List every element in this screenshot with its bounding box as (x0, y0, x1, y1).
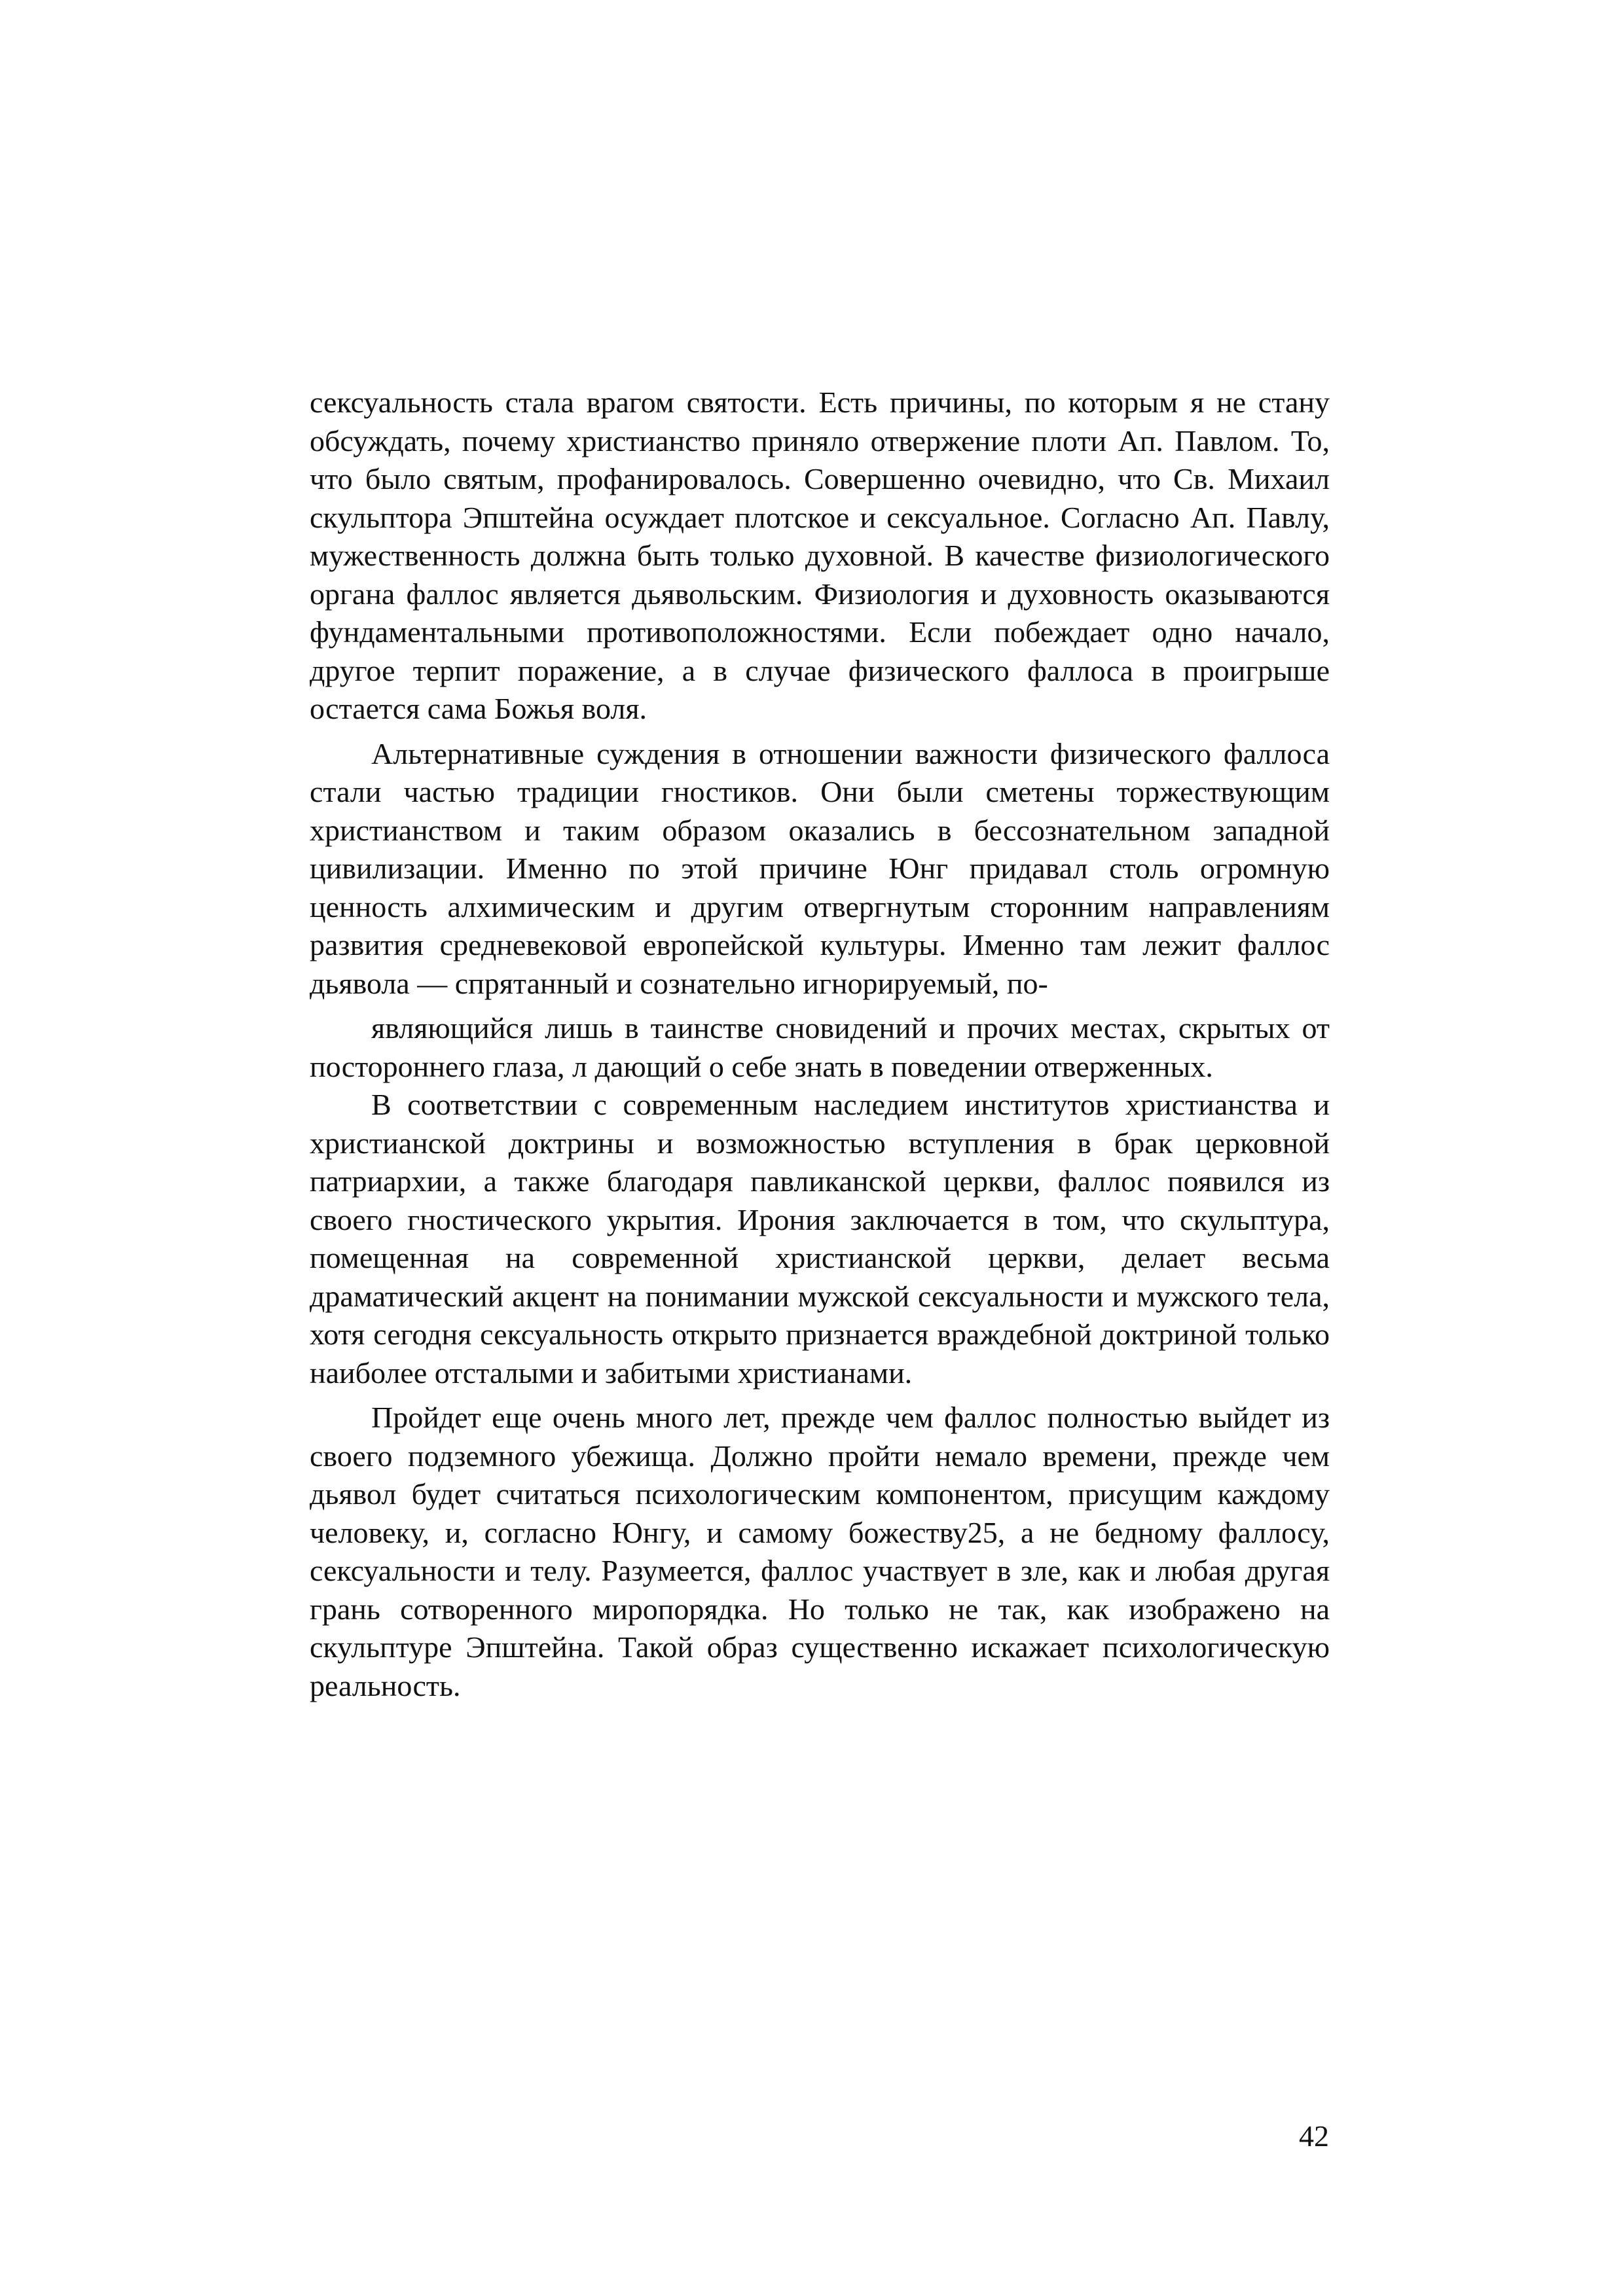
paragraph-2: Альтернативные суждения в отношении важности физического фаллоса стали частью традиции гностиков. Они были сметены торжествующим христианством и таким образом оказались в бессознательном западной цивилизации. Именно по этой причине Юнг придавал столь огромную ценность алхимическим и другим отвергнутым сторонним направлениям развития средневековой европейской культуры. Именно там лежит фаллос дьявола — спрятанный и сознательно игнорируемый, по- (310, 736, 1330, 1000)
paragraph-4: В соответствии с современным наследием институтов христианства и христианской доктрины и возможностью вступления в брак церковной патриархии, а также благодаря павликанской церкви, фаллос появился из своего гностического укрытия. Ирония заключается в том, что скульптура, помещенная на современной христианской церкви, делает весьма драматический акцент на понимании мужской сексуальности и мужского тела, хотя сегодня сексуальность открыто признается враждебной доктриной только наиболее отсталыми и забитыми христианами. (310, 1088, 1330, 1390)
body-text (310, 384, 1330, 1705)
paragraph-1: сексуальность стала врагом святости. Есть причины, по которым я не стану обсуждать, почему христианство приняло отвержение плоти Ап. Павлом. То, что было святым, профанировалось. Совершенно очевидно, что Св. Михаил скульптора Эпштейна осуждает плотское и сексуальное. Согласно Ап. Павлу, мужественность должна быть только духовной. В качестве физиологического органа фаллос является дьявольским. Физиология и духовность оказываются фундаментальными противоположностями. Если побеждает одно начало, другое терпит поражение, а в случае физического фаллоса в проигрыше остается сама Божья воля. (310, 386, 1330, 725)
page-number: 42 (1299, 2119, 1329, 2153)
paragraph-3: являющийся лишь в таинстве сновидений и прочих местах, скрытых от постороннего глаза, л дающий о себе знать в поведении отверженных. (310, 1011, 1330, 1083)
paragraph-5: Пройдет еще очень много лет, прежде чем фаллос полностью выйдет из своего подземного убежища. Должно пройти немало времени, прежде чем дьявол будет считаться психологическим компонентом, присущим каждому человеку, и, согласно Юнгу, и самому божеству25, а не бедному фаллосу, сексуальности и телу. Разумеется, фаллос участвует в зле, как и любая другая грань сотворенного миропорядка. Но только не так, как изображено на скульптуре Эпштейна. Такой образ существенно искажает психологическую реальность. (310, 1401, 1330, 1702)
